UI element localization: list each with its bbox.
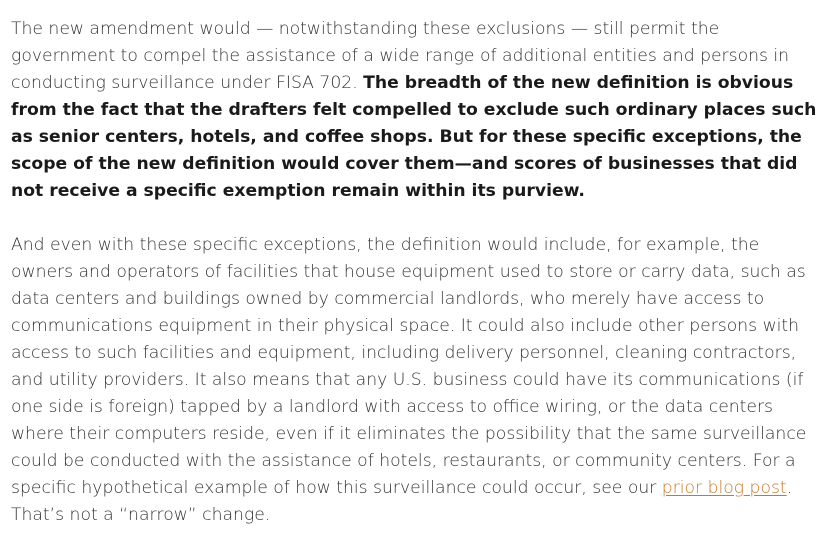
paragraph-1 [11,16,823,205]
paragraph-1-intro: The new amendment would — notwithstanding these exclusions — still permit the government to compel the assistance of a wide range of additional entities and persons in conducting surveillance under FISA 702. [11,19,790,93]
paragraph-2-body: And even with these specific exceptions, the definition would include, for example, the owners and operators of facilities that house equipment used to store or carry data, such as data centers and buildings owned by commercial landlords, who merely have access to communications equipment in their physical space. It could also include other persons with access to such facilities and equipment, including delivery personnel, cleaning contractors, and utility providers. It also means that any U.S. business could have its communications (if one side is foreign) tapped by a landlord with access to office wiring, or the data centers where their computers reside, even if it eliminates the possibility that the same surveillance could be conducted with the assistance of hotels, restaurants, or community centers. For a specific hypothetical example of how this surveillance could occur, see our [11,235,807,498]
paragraph-2-closing: That’s not a “narrow” change. [11,505,271,525]
paragraph-1-emphasis: The breadth of the new definition is obvious from the fact that the drafters felt compelled to exclude such ordinary places such as senior centers, hotels, and coffee shops. But for these specific exceptions, the scope of the new definition would cover them—and scores of businesses that did not receive a specific exemption remain within its purview. [11,73,817,201]
paragraph-2 [11,232,823,529]
paragraph-2-after-link: . [786,478,793,498]
article-body [11,16,823,529]
prior-blog-post-link[interactable]: prior blog post [661,478,787,498]
